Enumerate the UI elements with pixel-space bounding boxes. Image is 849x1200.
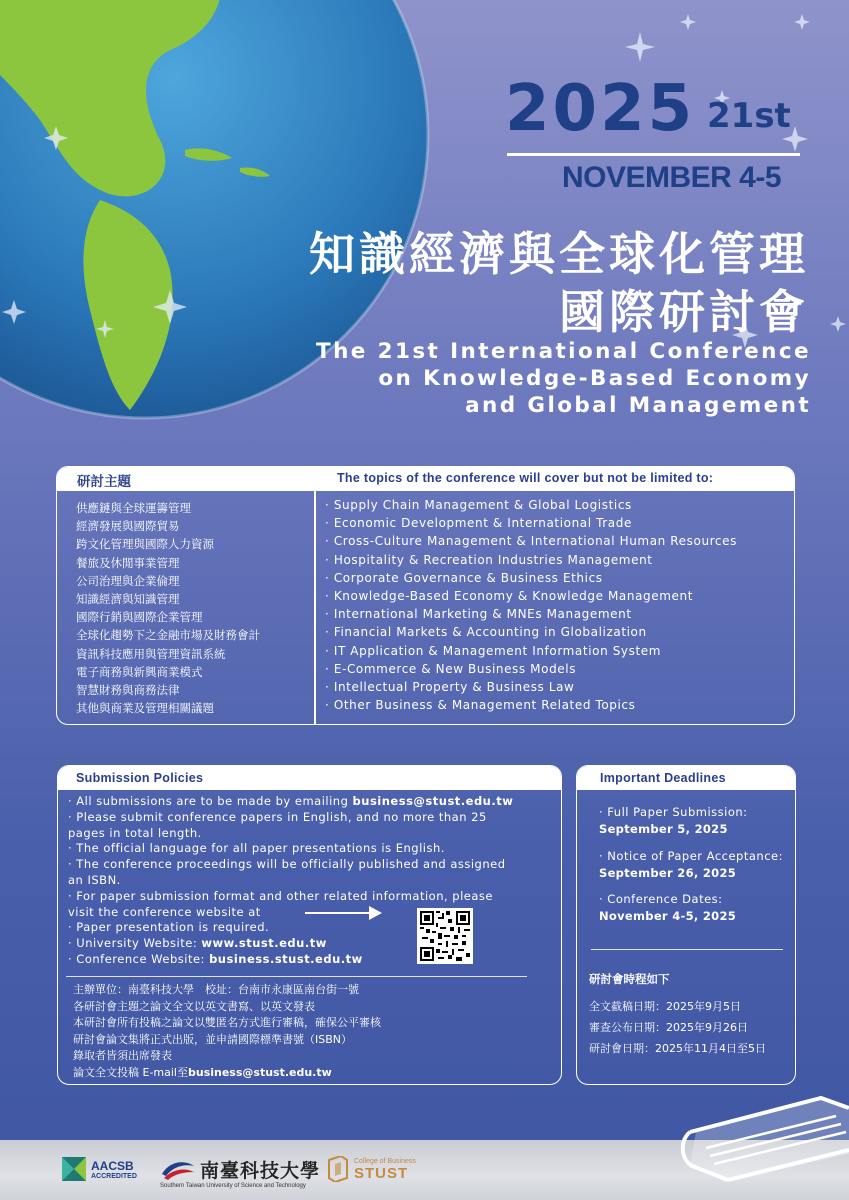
submission-line: · Paper presentation is required. xyxy=(68,920,270,935)
aacsb-subtitle: ACCREDITED xyxy=(91,1173,137,1180)
topics-divider xyxy=(314,467,316,724)
deadline-date: November 4-5, 2025 xyxy=(599,908,737,923)
submission-header xyxy=(58,766,561,790)
submission-heading: Submission Policies xyxy=(76,771,204,785)
deadline-label: · Conference Dates: xyxy=(599,892,723,906)
deadlines-divider xyxy=(591,949,783,950)
list-item: · IT Application & Management Information System xyxy=(325,643,662,658)
list-item: 電子商務與新興商業模式 xyxy=(76,664,203,679)
list-item: 全球化趨勢下之金融市場及財務會計 xyxy=(76,628,260,643)
list-item: 跨文化管理與國際人力資源 xyxy=(76,537,214,552)
college-emblem-icon xyxy=(327,1156,349,1182)
book-icon xyxy=(676,1092,849,1184)
list-item: · International Marketing & MNEs Management xyxy=(325,607,632,622)
deadline-label: · Notice of Paper Acceptance: xyxy=(599,849,783,863)
deadline-date: September 26, 2025 xyxy=(599,865,737,880)
submission-email-link[interactable]: business@stust.edu.tw xyxy=(352,794,514,808)
deadline-full-paper xyxy=(599,804,748,837)
submission-line-text: · University Website: xyxy=(68,936,202,951)
conference-edition: 21st xyxy=(707,96,791,136)
title-zh-line2: 國際研討會 xyxy=(559,285,809,339)
organizer-email-link[interactable]: business@stust.edu.tw xyxy=(187,1065,332,1079)
list-item: 國際行銷與國際企業管理 xyxy=(76,610,203,625)
submission-line: · The conference proceedings will be officially published and assigned xyxy=(68,857,506,872)
organizer-info xyxy=(73,982,381,1081)
submission-line: pages in total length. xyxy=(68,825,202,840)
topics-header xyxy=(57,467,794,491)
university-name-en: Southern Taiwan University of Science and Technology xyxy=(160,1183,306,1189)
list-item: · Cross-Culture Management & International Human Resources xyxy=(325,534,737,549)
list-item: · Financial Markets & Accounting in Globalization xyxy=(325,625,647,640)
schedule-item: 研討會日期：2025年11月4日至5日 xyxy=(589,1042,766,1055)
university-website-link[interactable]: www.stust.edu.tw xyxy=(201,936,327,951)
schedule-title: 研討會時程如下 xyxy=(589,972,670,986)
schedule-list xyxy=(589,996,766,1059)
organizer-line: 錄取者皆須出席發表 xyxy=(73,1049,172,1062)
list-item: · Knowledge-Based Economy & Knowledge Management xyxy=(325,589,694,604)
topics-list-en xyxy=(325,496,737,714)
topics-heading-zh: 研討主題 xyxy=(77,474,131,490)
organizer-line: 各研討會主題之論文全文以英文書寫、以英文發表 xyxy=(73,999,315,1013)
title-en xyxy=(316,338,811,419)
list-item: 知識經濟與知識管理 xyxy=(76,592,180,607)
list-item: 供應鏈與全球運籌管理 xyxy=(76,501,191,515)
list-item: 公司治理與企業倫理 xyxy=(76,573,180,588)
submission-line: visit the conference website at xyxy=(68,904,261,919)
list-item: 經濟發展與國際貿易 xyxy=(76,519,180,534)
submission-line: · Please submit conference papers in English, and no more than 25 xyxy=(68,809,487,824)
schedule-item: 審查公布日期：2025年9月26日 xyxy=(589,1021,748,1034)
organizer-line-text: 論文全文投稿 E-mail至 xyxy=(73,1065,188,1079)
deadlines-header xyxy=(577,766,795,790)
aacsb-name: AACSB xyxy=(91,1159,134,1173)
list-item: 智慧財務與商務法律 xyxy=(76,683,180,698)
list-item: · E-Commerce & New Business Models xyxy=(325,661,577,676)
conference-year: 2025 xyxy=(505,72,696,146)
list-item: 餐旅及休閒事業管理 xyxy=(76,555,180,570)
deadlines-box xyxy=(576,765,796,1085)
list-item: · Hospitality & Recreation Industries Management xyxy=(325,552,653,567)
title-en-line1: The 21st International Conference xyxy=(316,339,811,364)
university-emblem-icon xyxy=(160,1158,196,1180)
qr-code-icon xyxy=(420,911,470,961)
title-zh-line1: 知識經濟與全球化管理 xyxy=(309,227,809,281)
college-label: College of Business xyxy=(354,1158,416,1165)
topics-box xyxy=(56,466,795,725)
list-item: · Supply Chain Management & Global Logistics xyxy=(325,498,632,512)
title-en-line2: on Knowledge-Based Economy xyxy=(378,366,811,391)
university-name-zh: 南臺科技大學 xyxy=(200,1160,321,1182)
list-item: · Economic Development & International Trade xyxy=(325,516,632,531)
organizer-line: 研討會論文集將正式出版，並申請國際標準書號（ISBN） xyxy=(73,1032,352,1046)
header-divider xyxy=(507,153,800,156)
organizer-line: 主辦單位：南臺科技大學 校址：台南市永康區南台街一號 xyxy=(73,983,359,996)
submission-line: · The official language for all paper presentations is English. xyxy=(68,841,445,856)
title-en-line3: and Global Management xyxy=(465,393,811,418)
topics-list-zh xyxy=(76,499,260,717)
submission-line-text: · All submissions are to be made by emailing xyxy=(68,794,353,808)
deadline-date: September 5, 2025 xyxy=(599,821,728,836)
deadline-label: · Full Paper Submission: xyxy=(599,805,748,819)
aacsb-mark-icon xyxy=(62,1157,86,1181)
submission-divider xyxy=(66,976,527,977)
list-item: 資訊科技應用與管理資訊系統 xyxy=(76,646,226,661)
deadlines-heading: Important Deadlines xyxy=(600,771,726,785)
schedule-item: 全文截稿日期：2025年9月5日 xyxy=(589,1000,741,1013)
submission-line: · For paper submission format and other related information, please xyxy=(68,888,493,903)
conference-website-link[interactable]: business.stust.edu.tw xyxy=(209,951,363,966)
submission-line xyxy=(68,794,513,810)
list-item: · Corporate Governance & Business Ethics xyxy=(325,570,603,585)
organizer-line: 本研討會所有投稿之論文以雙匿名方式進行審稿，確保公平審核 xyxy=(73,1016,381,1029)
conference-dates: NOVEMBER 4-5 xyxy=(562,161,782,194)
deadline-acceptance xyxy=(599,848,783,881)
college-name: STUST xyxy=(354,1165,409,1182)
submission-line-text: · Conference Website: xyxy=(68,951,210,966)
topics-heading-en: The topics of the conference will cover but not be limited to: xyxy=(337,471,714,485)
organizer-line xyxy=(73,1065,381,1082)
list-item: · Other Business & Management Related Topics xyxy=(325,698,636,713)
deadline-conference xyxy=(599,891,736,924)
arrow-right-icon xyxy=(305,904,383,922)
list-item: · Intellectual Property & Business Law xyxy=(325,680,575,695)
submission-line: an ISBN. xyxy=(68,872,121,887)
list-item: 其他與商業及管理相關議題 xyxy=(76,701,214,716)
qr-code[interactable] xyxy=(417,908,473,964)
